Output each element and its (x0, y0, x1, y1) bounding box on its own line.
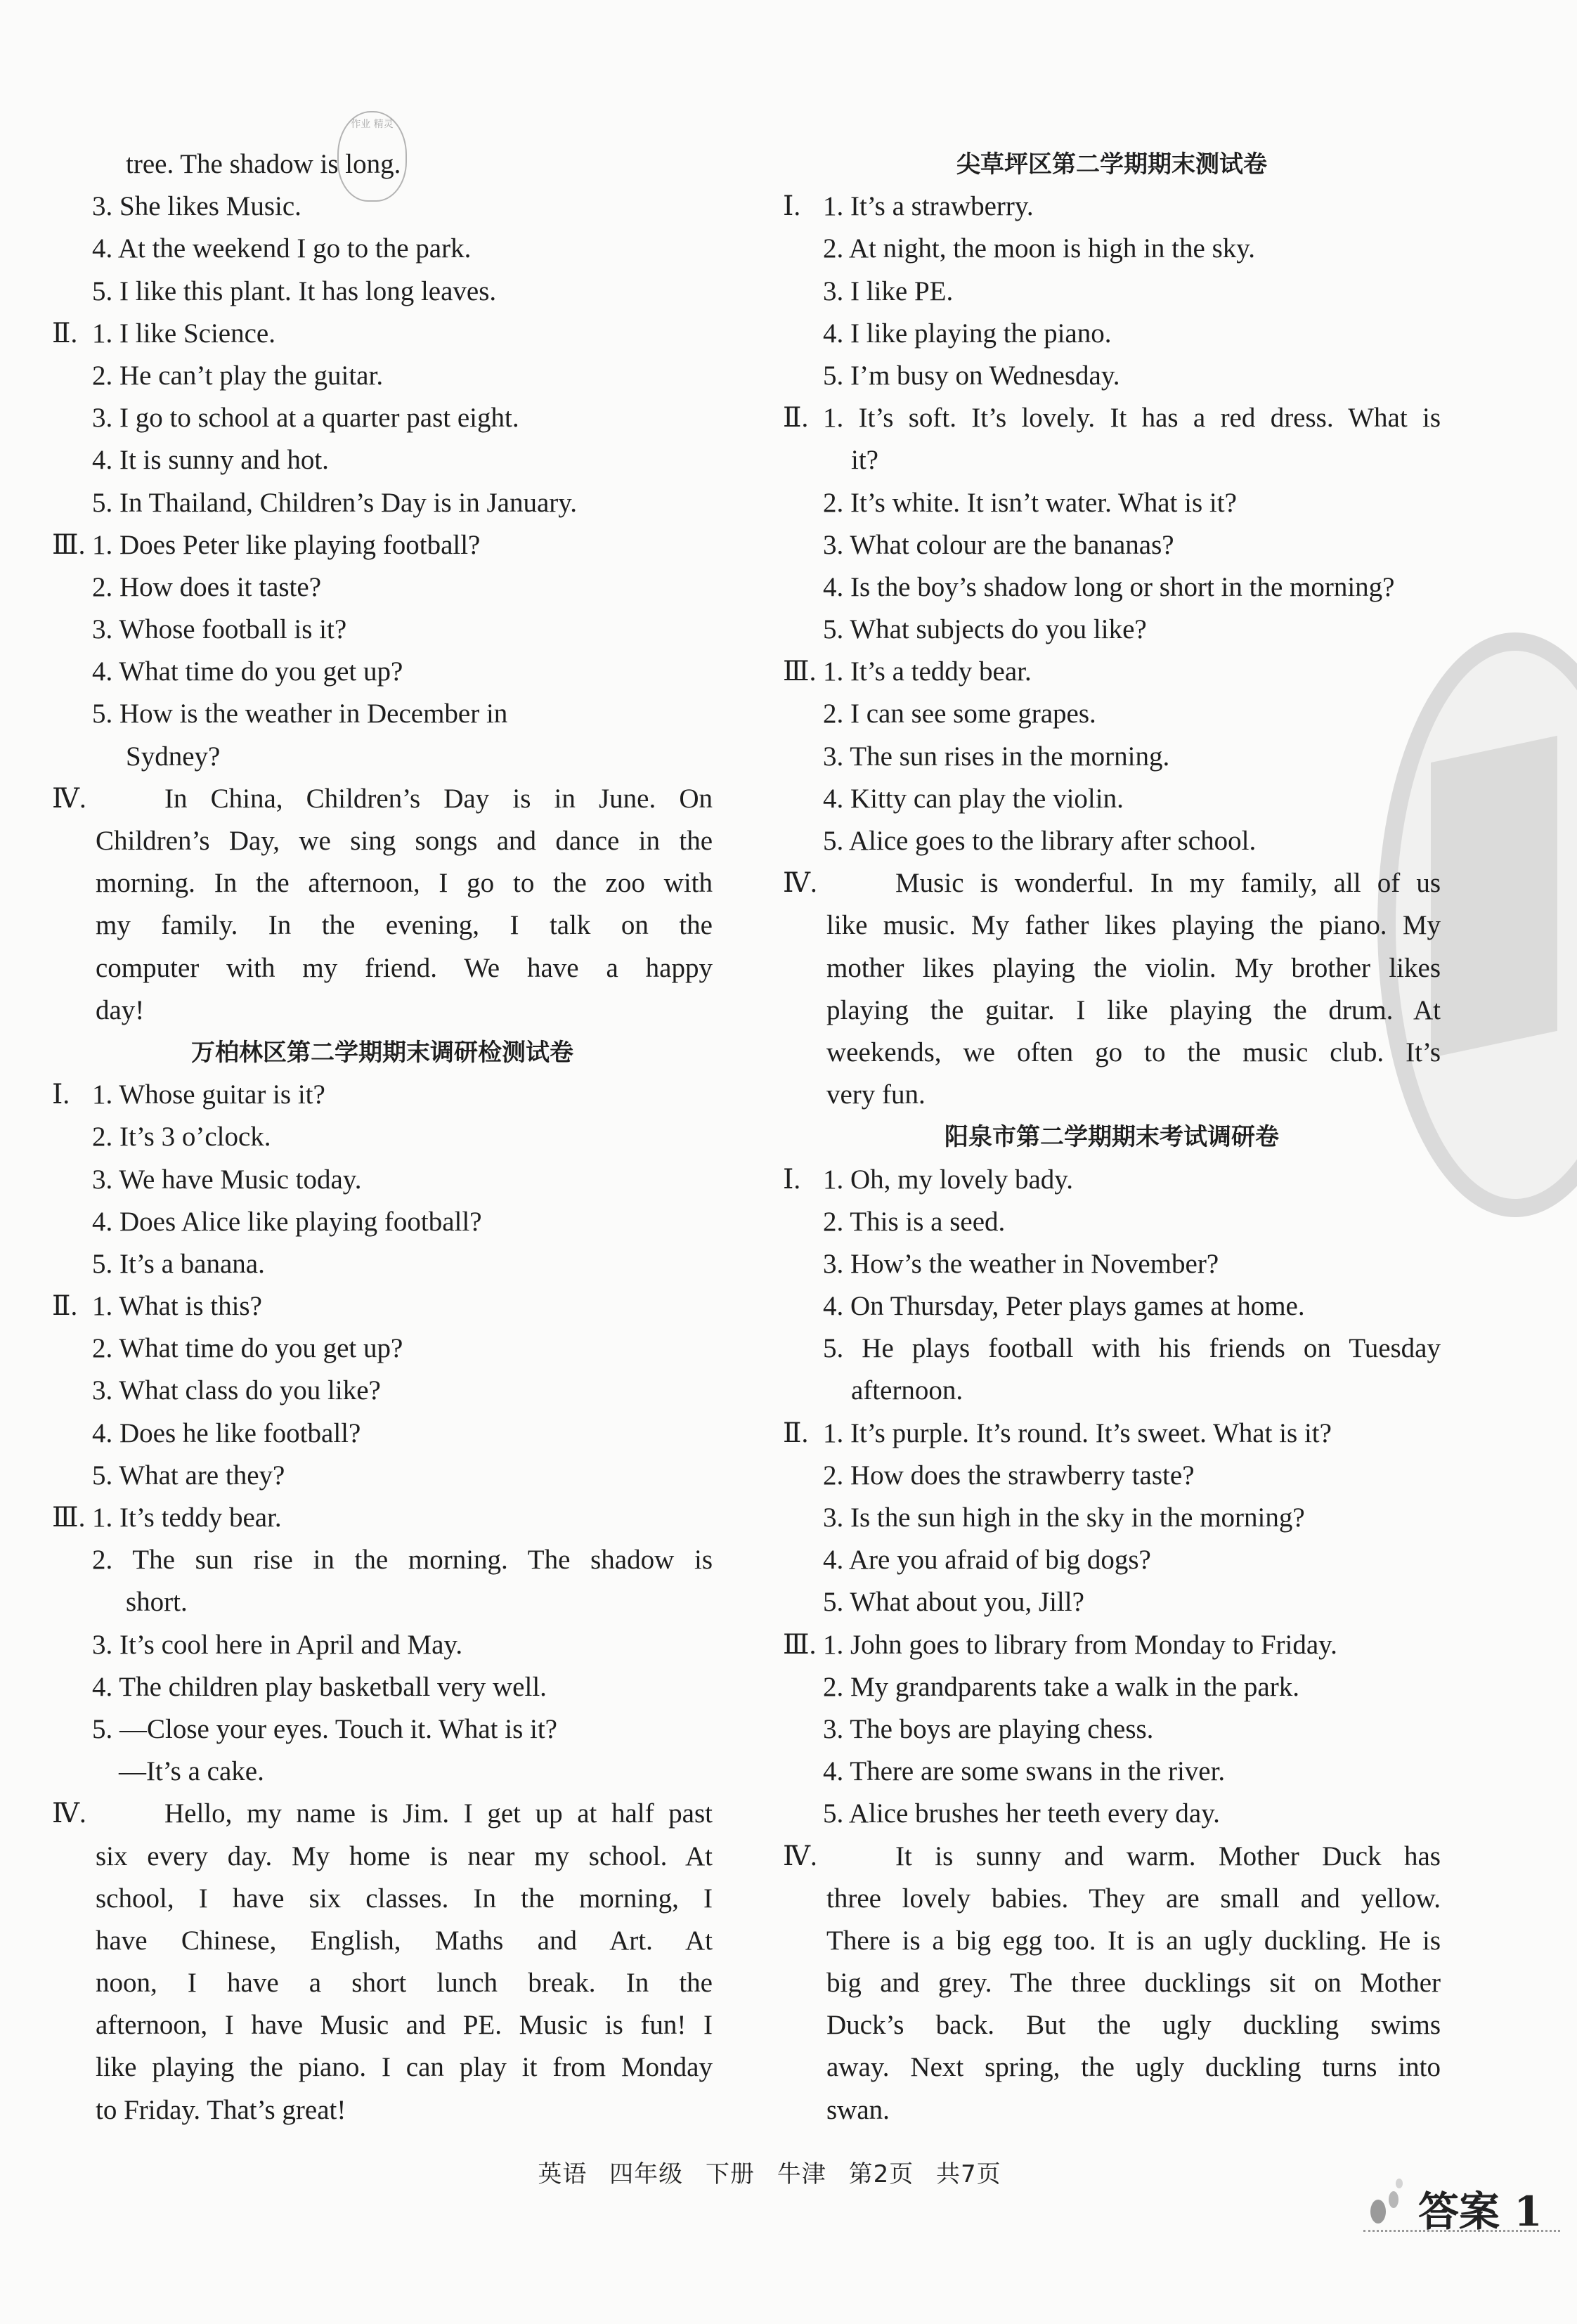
paragraph-line (52, 989, 713, 1032)
answer-underline (1363, 2230, 1560, 2232)
paragraph-line (783, 2089, 1441, 2131)
answer-line (783, 693, 1441, 735)
answer-line (52, 439, 713, 481)
answer-line (783, 1666, 1441, 1708)
line-text: 2. My grandparents take a walk in the park. (823, 1671, 1299, 1702)
line-text: afternoon. (851, 1375, 963, 1406)
line-text: 4. Does Alice like playing football? (92, 1206, 482, 1237)
line-text: day! (96, 994, 145, 1025)
answer-line (52, 1455, 713, 1497)
line-text: 1. What is this? (92, 1291, 262, 1322)
answer-line (52, 313, 713, 355)
answer-line (783, 1370, 1441, 1412)
line-text: 5. What subjects do you like? (823, 614, 1147, 645)
paragraph-line (783, 1878, 1441, 1920)
paragraph-line (52, 1793, 713, 1835)
answer-line (783, 609, 1441, 651)
paragraph-line (783, 862, 1441, 904)
line-text: 2. This is a seed. (823, 1206, 1006, 1237)
answer-line (52, 1201, 713, 1243)
paragraph-line (783, 2004, 1441, 2046)
answer-line (52, 693, 713, 735)
section-heading (783, 143, 1441, 186)
decor-dot (1370, 2200, 1386, 2224)
answer-line (783, 566, 1441, 609)
answer-line (52, 1624, 713, 1666)
paragraph-line (52, 2046, 713, 2089)
line-text: 2. I can see some grapes. (823, 699, 1096, 729)
answer-label: 答案 1 (1418, 2188, 1543, 2235)
section-numeral: Ⅳ. (52, 1798, 86, 1829)
paragraph-line (52, 1836, 713, 1878)
answer-line (783, 1243, 1441, 1285)
answer-line (52, 1413, 713, 1455)
line-text: 5. I’m busy on Wednesday. (823, 360, 1120, 391)
line-text: like music. My father likes playing the piano. My (826, 910, 1441, 941)
answer-line (52, 566, 713, 609)
section-numeral: Ⅲ. (783, 656, 817, 687)
paragraph-line (52, 904, 713, 947)
paragraph-line (783, 947, 1441, 989)
line-text: Duck’s back. But the ugly duckling swims (826, 2010, 1441, 2041)
line-text: 3. What colour are the bananas? (823, 529, 1174, 560)
line-text: 3. The boys are playing chess. (823, 1713, 1154, 1744)
line-text: noon, I have a short lunch break. In the (96, 1968, 713, 1999)
line-text: 2. How does it taste? (92, 571, 322, 602)
section-heading (783, 1116, 1441, 1158)
section-numeral: Ⅱ. (52, 318, 78, 349)
line-text: 1. It’s soft. It’s lovely. It has a red dress. What is (823, 403, 1441, 434)
line-text: weekends, we often go to the music club. It’s (826, 1037, 1441, 1067)
answer-line (783, 313, 1441, 355)
line-text: Children’s Day, we sing songs and dance in the (96, 826, 713, 856)
line-text: 2. How does the strawberry taste? (823, 1460, 1195, 1491)
paragraph-line (52, 778, 713, 820)
line-text: 4. At the weekend I go to the park. (92, 233, 472, 264)
answer-line (783, 1539, 1441, 1581)
line-text: Sydney? (126, 741, 221, 772)
answer-line (52, 397, 713, 439)
answer-line (783, 1455, 1441, 1497)
section-heading (52, 1032, 713, 1074)
line-text: 1. I like Science. (92, 318, 275, 349)
answer-line (52, 1074, 713, 1116)
answer-line (783, 736, 1441, 778)
answer-line (52, 651, 713, 693)
answer-line (52, 355, 713, 397)
section-numeral: Ⅰ. (783, 191, 801, 222)
line-text: playing the guitar. I like playing the drum. At (826, 994, 1441, 1025)
line-text: to Friday. That’s great! (96, 2094, 346, 2125)
line-text: 2. The sun rise in the morning. The shadow is (92, 1545, 713, 1576)
line-text: 4. I like playing the piano. (823, 318, 1112, 349)
answer-line (52, 1285, 713, 1327)
paragraph-line (52, 862, 713, 904)
answer-line (52, 524, 713, 566)
line-text: 5. Alice goes to the library after school. (823, 826, 1257, 856)
line-text: mother likes playing the violin. My brother likes (826, 952, 1441, 983)
paragraph-line (52, 947, 713, 989)
line-text: It is sunny and warm. Mother Duck has (895, 1841, 1441, 1871)
line-text: 5. I like this plant. It has long leaves. (92, 275, 497, 306)
line-text: morning. In the afternoon, I go to the zoo with (96, 868, 713, 899)
line-text: 4. Does he like football? (92, 1417, 361, 1448)
line-text: it? (851, 445, 878, 476)
section-numeral: Ⅰ. (783, 1164, 801, 1195)
heading-text: 阳泉市第二学期期末考试调研卷 (945, 1123, 1279, 1152)
line-text: 3. She likes Music. (92, 191, 301, 222)
section-numeral: Ⅱ. (783, 1417, 809, 1448)
paragraph-line (52, 1962, 713, 2004)
answer-line (783, 1581, 1441, 1623)
line-text: my family. In the evening, I talk on the (96, 910, 713, 941)
stamp-logo: 作业 精灵 (337, 111, 407, 202)
footer-page-info: 英语 四年级 下册 牛津 第2页 共7页 (538, 2160, 1001, 2188)
line-text: Music is wonderful. In my family, all of us (895, 868, 1441, 899)
answer-line (52, 228, 713, 270)
answer-line (52, 736, 713, 778)
line-text: 2. At night, the moon is high in the sky. (823, 233, 1255, 264)
line-text: 1. It’s purple. It’s round. It’s sweet. What is it? (823, 1417, 1332, 1448)
line-text: 2. What time do you get up? (92, 1333, 403, 1364)
answer-line (52, 1327, 713, 1370)
line-text: 4. It is sunny and hot. (92, 445, 329, 476)
answer-line (783, 1708, 1441, 1751)
line-text: 5. Alice brushes her teeth every day. (823, 1798, 1220, 1829)
line-text: 4. On Thursday, Peter plays games at home. (823, 1291, 1305, 1322)
section-numeral: Ⅲ. (52, 1502, 86, 1533)
line-text: 5. What are they? (92, 1460, 285, 1491)
paragraph-line (783, 904, 1441, 947)
paragraph-line (52, 2004, 713, 2046)
line-text: 3. The sun rises in the morning. (823, 741, 1170, 772)
answer-line (783, 820, 1441, 862)
answer-line (783, 355, 1441, 397)
line-text: 5. How is the weather in December in (92, 699, 508, 729)
answer-line (783, 397, 1441, 439)
answer-line (52, 1539, 713, 1581)
line-text: 4. The children play basketball very well. (92, 1671, 547, 1702)
line-text: six every day. My home is near my school. At (96, 1841, 713, 1871)
line-text: 5. In Thailand, Children’s Day is in January. (92, 487, 577, 518)
line-text: swan. (826, 2094, 890, 2125)
line-text: 3. I like PE. (823, 275, 954, 306)
line-text: 4. What time do you get up? (92, 656, 403, 687)
answer-line (783, 186, 1441, 228)
heading-text: 万柏林区第二学期期末调研检测试卷 (191, 1038, 573, 1067)
answer-line (783, 228, 1441, 270)
paragraph-line (52, 2089, 713, 2131)
line-text: 5. It’s a banana. (92, 1248, 265, 1279)
decor-dot (1396, 2179, 1403, 2188)
answer-badge (1363, 2179, 1560, 2235)
line-text: afternoon, I have Music and PE. Music is fun! I (96, 2010, 713, 2041)
watermark-seal-glyph (1431, 736, 1557, 1058)
paragraph-line (783, 1032, 1441, 1074)
answer-line (52, 1751, 713, 1793)
line-text: 3. Is the sun high in the sky in the morning? (823, 1502, 1305, 1533)
answer-line (52, 609, 713, 651)
line-text: big and grey. The three ducklings sit on Mother (826, 1968, 1441, 1999)
line-text: short. (126, 1587, 188, 1618)
line-text: 3. What class do you like? (92, 1375, 381, 1406)
line-text: 1. John goes to library from Monday to Friday. (823, 1629, 1337, 1660)
paragraph-line (783, 1962, 1441, 2004)
section-numeral: Ⅰ. (52, 1079, 70, 1110)
line-text: 1. It’s a teddy bear. (823, 656, 1032, 687)
paragraph-line (783, 1920, 1441, 1962)
line-text: In China, Children’s Day is in June. On (164, 783, 713, 814)
line-text: 5. —Close your eyes. Touch it. What is it? (92, 1713, 557, 1744)
answer-line (783, 778, 1441, 820)
answer-line (52, 271, 713, 313)
answer-line (783, 1201, 1441, 1243)
answer-line (52, 1497, 713, 1539)
line-text: 3. How’s the weather in November? (823, 1248, 1219, 1279)
section-numeral: Ⅳ. (783, 868, 817, 899)
answer-line (783, 1327, 1441, 1370)
line-text: have Chinese, English, Maths and Art. At (96, 1925, 713, 1956)
paragraph-line (783, 1836, 1441, 1878)
answer-line (52, 1116, 713, 1158)
answer-line (52, 143, 713, 186)
answer-line (783, 1751, 1441, 1793)
line-text: computer with my friend. We have a happy (96, 952, 713, 983)
line-text: 4. Are you afraid of big dogs? (823, 1545, 1151, 1576)
answer-line (783, 1793, 1441, 1835)
section-numeral: Ⅲ. (52, 529, 86, 560)
answer-line (52, 1581, 713, 1623)
line-text: 1. Oh, my lovely bady. (823, 1164, 1074, 1195)
line-text: 3. We have Music today. (92, 1164, 362, 1195)
line-text: 2. It’s 3 o’clock. (92, 1122, 271, 1153)
paragraph-line (783, 1074, 1441, 1116)
line-text: away. Next spring, the ugly duckling turns into (826, 2052, 1441, 2083)
line-text: 4. Kitty can play the violin. (823, 783, 1124, 814)
line-text: 3. Whose football is it? (92, 614, 347, 645)
section-numeral: Ⅱ. (783, 403, 809, 434)
line-text: There is a big egg too. It is an ugly duckling. He is (826, 1925, 1441, 1956)
line-text: Hello, my name is Jim. I get up at half past (164, 1798, 713, 1829)
answer-line (783, 1497, 1441, 1539)
section-numeral: Ⅱ. (52, 1291, 78, 1322)
paragraph-line (52, 1878, 713, 1920)
answer-line (783, 1624, 1441, 1666)
answer-line (52, 1370, 713, 1412)
answer-line (783, 524, 1441, 566)
answer-line (52, 1159, 713, 1201)
line-text: 3. I go to school at a quarter past eight. (92, 403, 519, 434)
answer-line (783, 482, 1441, 524)
paragraph-line (52, 1920, 713, 1962)
line-text: tree. The shadow is long. (126, 149, 401, 179)
section-numeral: Ⅲ. (783, 1629, 817, 1660)
line-text: 1. Does Peter like playing football? (92, 529, 481, 560)
line-text: like playing the piano. I can play it from Monday (96, 2052, 713, 2083)
answer-line (52, 482, 713, 524)
answer-line (52, 1243, 713, 1285)
line-text: 3. It’s cool here in April and May. (92, 1629, 463, 1660)
line-text: three lovely babies. They are small and yellow. (826, 1883, 1441, 1914)
answer-line (52, 186, 713, 228)
line-text: 1. It’s a strawberry. (823, 191, 1034, 222)
line-text: very fun. (826, 1079, 926, 1110)
line-text: —It’s a cake. (119, 1756, 264, 1787)
line-text: 4. There are some swans in the river. (823, 1756, 1226, 1787)
line-text: 5. What about you, Jill? (823, 1587, 1084, 1618)
line-text: school, I have six classes. In the morning, I (96, 1883, 713, 1914)
answer-line (783, 271, 1441, 313)
line-text: 1. Whose guitar is it? (92, 1079, 325, 1110)
paragraph-line (52, 820, 713, 862)
answer-line (783, 651, 1441, 693)
heading-text: 尖草坪区第二学期期末测试卷 (956, 150, 1267, 178)
answer-line (783, 1159, 1441, 1201)
section-numeral: Ⅳ. (783, 1841, 817, 1871)
right-column (783, 143, 1441, 2131)
section-numeral: Ⅳ. (52, 783, 86, 814)
answer-line (52, 1666, 713, 1708)
answer-line (52, 1708, 713, 1751)
answer-line (783, 1285, 1441, 1327)
line-text: 2. It’s white. It isn’t water. What is it? (823, 487, 1237, 518)
line-text: 5. He plays football with his friends on Tuesday (823, 1333, 1441, 1364)
line-text: 2. He can’t play the guitar. (92, 360, 384, 391)
left-column (52, 143, 713, 2131)
decor-dot (1389, 2191, 1398, 2208)
line-text: 1. It’s teddy bear. (92, 1502, 282, 1533)
line-text: 4. Is the boy’s shadow long or short in the morning? (823, 571, 1395, 602)
answer-line (783, 439, 1441, 481)
answer-line (783, 1413, 1441, 1455)
paragraph-line (783, 2046, 1441, 2089)
paragraph-line (783, 989, 1441, 1032)
